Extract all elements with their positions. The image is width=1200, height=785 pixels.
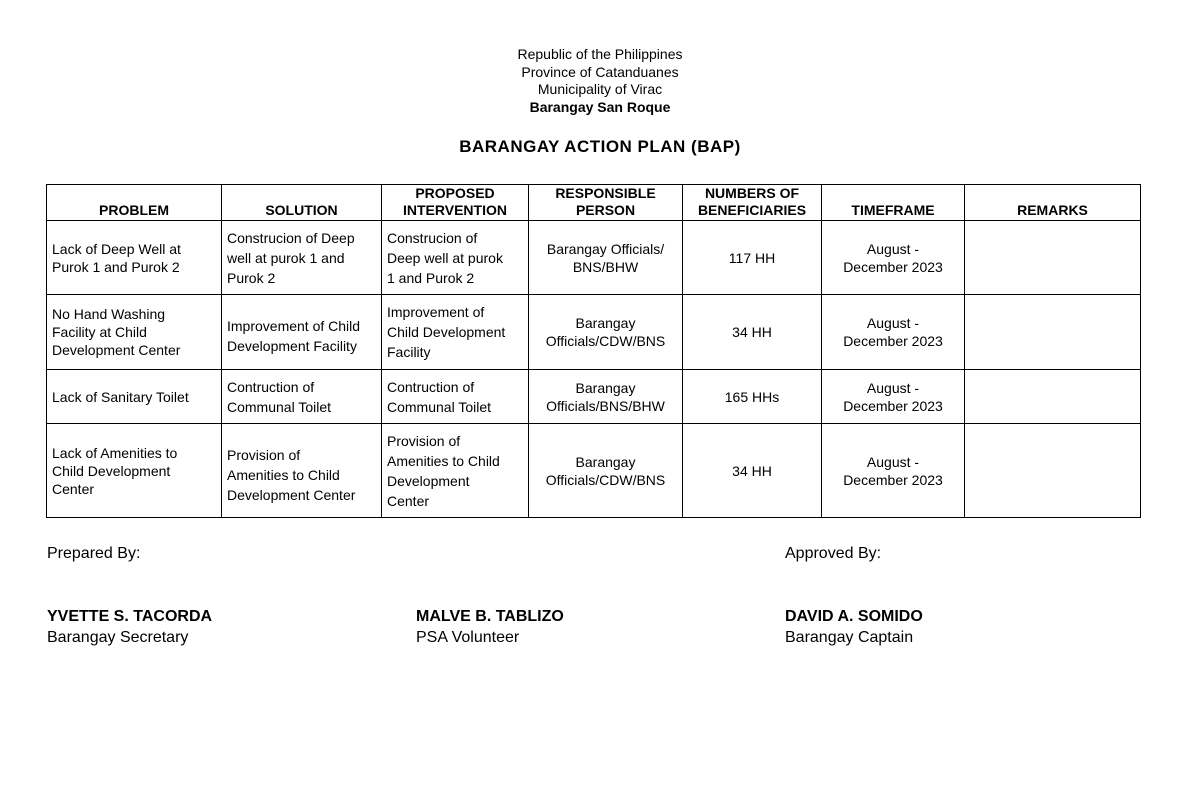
table-row [47, 221, 1141, 295]
cell-intervention: Contruction of Communal Toilet [382, 370, 529, 424]
signatory-name: DAVID A. SOMIDO [785, 608, 923, 625]
cell-remarks [965, 295, 1141, 370]
signatory-volunteer [416, 606, 564, 648]
signatory-role: Barangay Secretary [47, 629, 189, 646]
cell-beneficiaries: 34 HH [683, 295, 822, 370]
signatory-role: PSA Volunteer [416, 629, 520, 646]
table-row [47, 295, 1141, 370]
cell-intervention: Construcion of Deep well at purok 1 and Purok 2 [382, 221, 529, 295]
cell-solution: Construcion of Deep well at purok 1 and Purok 2 [222, 221, 382, 295]
cell-timeframe: August - December 2023 [822, 424, 965, 518]
approved-by-label: Approved By: [785, 545, 882, 562]
table-row [47, 424, 1141, 518]
cell-intervention: Improvement of Child Development Facility [382, 295, 529, 370]
cell-solution: Improvement of Child Development Facility [222, 295, 382, 370]
header-country: Republic of the Philippines [517, 46, 683, 62]
cell-beneficiaries: 117 HH [683, 221, 822, 295]
header-province: Province of Catanduanes [521, 63, 679, 80]
cell-problem: Lack of Deep Well at Purok 1 and Purok 2 [47, 221, 222, 295]
table-row [47, 370, 1141, 424]
column-header-remarks: REMARKS [965, 185, 1141, 221]
cell-remarks [965, 424, 1141, 518]
header-municipality: Municipality of Virac [537, 81, 663, 97]
cell-responsible: Barangay Officials/CDW/BNS [529, 295, 683, 370]
column-header-problem: PROBLEM [47, 185, 222, 221]
column-header-beneficiaries: NUMBERS OF BENEFICIARIES [683, 185, 822, 221]
cell-timeframe: August - December 2023 [822, 221, 965, 295]
prepared-by-label: Prepared By: [47, 545, 141, 562]
action-plan-table [46, 184, 1141, 518]
signatory-role: Barangay Captain [785, 629, 914, 646]
cell-problem: Lack of Sanitary Toilet [47, 370, 222, 424]
signatory-secretary [47, 606, 212, 648]
cell-responsible: Barangay Officials/ BNS/BHW [529, 221, 683, 295]
cell-beneficiaries: 34 HH [683, 424, 822, 518]
column-header-responsible: RESPONSIBLE PERSON [529, 185, 683, 221]
column-header-timeframe: TIMEFRAME [822, 185, 965, 221]
cell-timeframe: August - December 2023 [822, 295, 965, 370]
cell-solution: Provision of Amenities to Child Development Center [222, 424, 382, 518]
cell-intervention: Provision of Amenities to Child Development Center [382, 424, 529, 518]
cell-problem: Lack of Amenities to Child Development Center [47, 424, 222, 518]
signatory-name: YVETTE S. TACORDA [47, 608, 213, 625]
cell-timeframe: August - December 2023 [822, 370, 965, 424]
document-header [0, 46, 1200, 116]
cell-remarks [965, 221, 1141, 295]
cell-beneficiaries: 165 HHs [683, 370, 822, 424]
document-title: BARANGAY ACTION PLAN (BAP) [459, 137, 741, 156]
signatory-captain [785, 606, 923, 648]
signatory-name: MALVE B. TABLIZO [416, 608, 564, 625]
column-header-solution: SOLUTION [222, 185, 382, 221]
cell-responsible: Barangay Officials/BNS/BHW [529, 370, 683, 424]
column-header-intervention: PROPOSED INTERVENTION [382, 185, 529, 221]
header-barangay: Barangay San Roque [529, 98, 671, 115]
cell-problem: No Hand Washing Facility at Child Development Center [47, 295, 222, 370]
cell-responsible: Barangay Officials/CDW/BNS [529, 424, 683, 518]
table-header-row [47, 185, 1141, 221]
cell-solution: Contruction of Communal Toilet [222, 370, 382, 424]
cell-remarks [965, 370, 1141, 424]
